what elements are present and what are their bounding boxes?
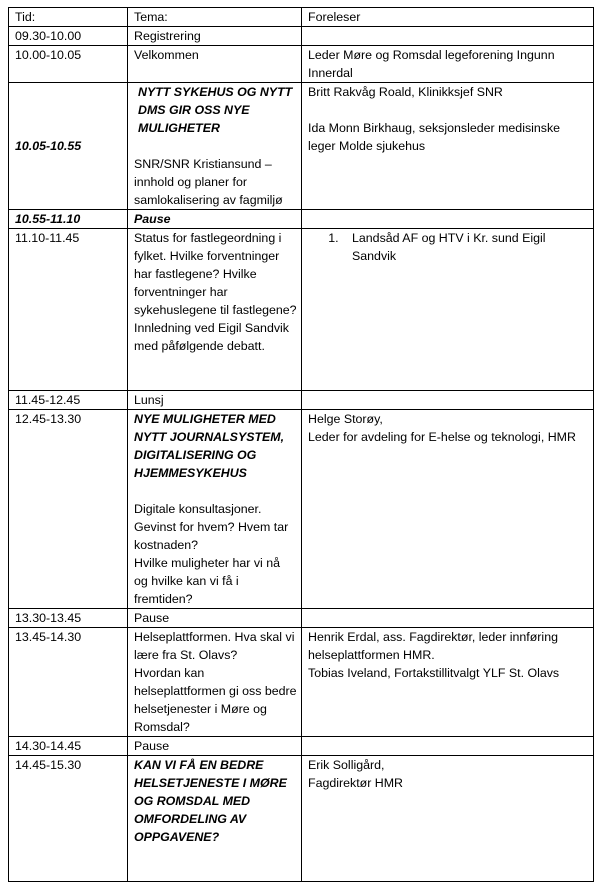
header-speaker: Foreleser <box>302 8 594 27</box>
time-cell: 10.05-10.55 <box>9 83 128 210</box>
time-cell: 14.45-15.30 <box>9 756 128 882</box>
speaker-name: Henrik Erdal, ass. Fagdirektør, leder innføring helseplattformen HMR. <box>308 630 558 662</box>
table-row <box>9 609 594 628</box>
speaker-cell <box>302 609 594 628</box>
topic-body: Digitale konsultasjoner. Gevinst for hvem? Hvem tar kostnaden? <box>134 502 289 552</box>
speaker-cell <box>302 737 594 756</box>
speaker-name: Ida Monn Birkhaug, seksjonsleder medisinske leger Molde sjukehus <box>308 121 561 153</box>
topic-body: Hvordan kan helseplattformen gi oss bedre helsetjenester i Møre og Romsdal? <box>134 666 297 734</box>
speaker-name: Erik Solligård, <box>308 758 385 772</box>
time-cell: 10.00-10.05 <box>9 46 128 83</box>
time-cell: 11.10-11.45 <box>9 229 128 391</box>
table-row <box>9 410 594 609</box>
topic-cell: Velkommen <box>128 46 302 83</box>
speaker-list <box>308 229 589 265</box>
topic-cell: Pause <box>128 210 302 229</box>
topic-body: SNR/SNR Kristiansund – innhold og planer for samlokalisering av fagmiljø <box>134 157 283 207</box>
table-row <box>9 756 594 882</box>
topic-title: NYE MULIGHETER MED NYTT JOURNALSYSTEM, DIGITALISERING OG HJEMMESYKEHUS <box>134 412 285 480</box>
speaker-role: Leder for avdeling for E-helse og teknologi, HMR <box>308 430 576 444</box>
speaker-cell <box>302 391 594 410</box>
topic-cell <box>128 83 302 210</box>
speaker-cell <box>302 410 594 609</box>
speaker-cell <box>302 210 594 229</box>
speaker-name: Helge Storøy, <box>308 412 383 426</box>
topic-cell <box>128 756 302 882</box>
time-cell: 11.45-12.45 <box>9 391 128 410</box>
speaker-role: Fagdirektør HMR <box>308 776 404 790</box>
topic-cell: Pause <box>128 609 302 628</box>
topic-cell: Registrering <box>128 27 302 46</box>
table-row <box>9 229 594 391</box>
topic-cell <box>128 410 302 609</box>
time-cell: 12.45-13.30 <box>9 410 128 609</box>
header-time: Tid: <box>9 8 128 27</box>
table-row <box>9 737 594 756</box>
speaker-cell <box>302 83 594 210</box>
table-row <box>9 210 594 229</box>
speaker-cell <box>302 27 594 46</box>
topic-cell: Pause <box>128 737 302 756</box>
header-topic: Tema: <box>128 8 302 27</box>
table-row <box>9 628 594 737</box>
speaker-cell <box>302 628 594 737</box>
topic-title: NYTT SYKEHUS OG NYTT DMS GIR OSS NYE MULIGHETER <box>138 85 293 135</box>
time-cell: 10.55-11.10 <box>9 210 128 229</box>
header-row <box>9 8 594 27</box>
topic-cell: Status for fastlegeordning i fylket. Hvilke forventninger har fastlegene? Hvilke forventninger har sykehuslegene til fastlegene? Innledning ved Eigil Sandvik med påfølgende debatt. <box>128 229 302 391</box>
speaker-name: Tobias Iveland, Fortakstillitvalgt YLF St. Olavs <box>308 666 560 680</box>
topic-body: Helseplattformen. Hva skal vi lære fra St. Olavs? <box>134 630 295 662</box>
time-cell: 13.30-13.45 <box>9 609 128 628</box>
table-row <box>9 391 594 410</box>
table-row <box>9 27 594 46</box>
time-cell: 13.45-14.30 <box>9 628 128 737</box>
topic-title: KAN VI FÅ EN BEDRE HELSETJENESTE I MØRE OG ROMSDAL MED OMFORDELING AV OPPGAVENE? <box>134 758 287 844</box>
table-row <box>9 83 594 210</box>
time-cell: 14.30-14.45 <box>9 737 128 756</box>
topic-body: Hvilke muligheter har vi nå og hvilke kan vi få i fremtiden? <box>134 556 280 606</box>
speaker-cell <box>302 756 594 882</box>
speaker-name: Britt Rakvåg Roald, Klinikksjef SNR <box>308 85 503 99</box>
list-item: 1. Landsåd AF og HTV i Kr. sund Eigil Sandvik <box>342 229 589 265</box>
time-cell: 09.30-10.00 <box>9 27 128 46</box>
table-row <box>9 46 594 83</box>
speaker-cell <box>302 229 594 391</box>
topic-cell: Lunsj <box>128 391 302 410</box>
program-table <box>8 7 594 882</box>
topic-cell <box>128 628 302 737</box>
speaker-cell: Leder Møre og Romsdal legeforening Ingunn Innerdal <box>302 46 594 83</box>
